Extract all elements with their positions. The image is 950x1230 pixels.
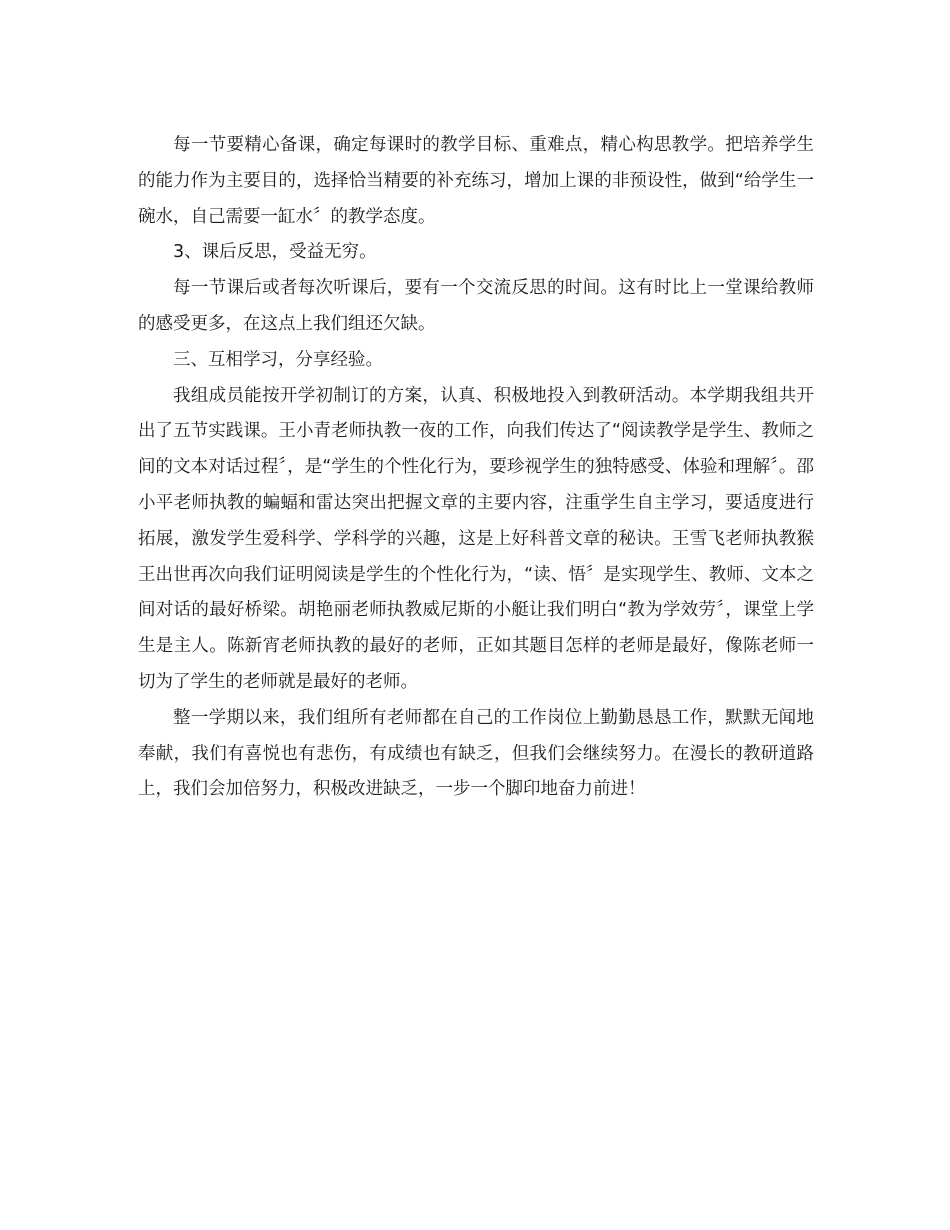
paragraph-conclusion: 整一学期以来，我们组所有老师都在自己的工作岗位上勤勤恳恳工作，默默无闻地奉献，我们有喜悦也有悲伤，有成绩也有缺乏，但我们会继续努力。在漫长的教研道路上，我们会加倍努力，积极改进缺乏，一步一个脚印地奋力前进！ <box>138 707 814 800</box>
paragraph-lesson-prep: 每一节要精心备课，确定每课时的教学目标、重难点，精心构思教学。把培养学生的能力作为主要目的，选择恰当精要的补充练习，增加上课的非预设性，做到“给学生一碗水，自己需要一缸水〞的教学态度。 <box>138 135 814 227</box>
heading-mutual-learning: 三、互相学习，分享经验。 <box>173 349 383 370</box>
document-body <box>138 128 814 808</box>
paragraph-reflection: 每一节课后或者每次听课后，要有一个交流反思的时间。这有时比上一堂课给教师的感受更多，在这点上我们组还欠缺。 <box>138 278 814 334</box>
heading-reflection: 3、课后反思，受益无穷。 <box>173 242 377 263</box>
paragraph-practice-lessons: 我组成员能按开学初制订的方案，认真、积极地投入到教研活动。本学期我组共开出了五节实践课。王小青老师执教一夜的工作，向我们传达了“阅读教学是学生、教师之间的文本对话过程〞，是“学生的个性化行为，要珍视学生的独特感受、体验和理解〞。邵小平老师执教的蝙蝠和雷达突出把握文章的主要内容，注重学生自主学习，要适度进行拓展，激发学生爱科学、学科学的兴趣，这是上好科普文章的秘诀。王雪飞老师执教猴王出世再次向我们证明阅读是学生的个性化行为，“读、悟〞是实现学生、教师、文本之间对话的最好桥梁。胡艳丽老师执教威尼斯的小艇让我们明白“教为学效劳〞，课堂上学生是主人。陈新宵老师执教的最好的老师，正如其题目怎样的老师是最好，像陈老师一切为了学生的老师就是最好的老师。 <box>138 385 814 692</box>
